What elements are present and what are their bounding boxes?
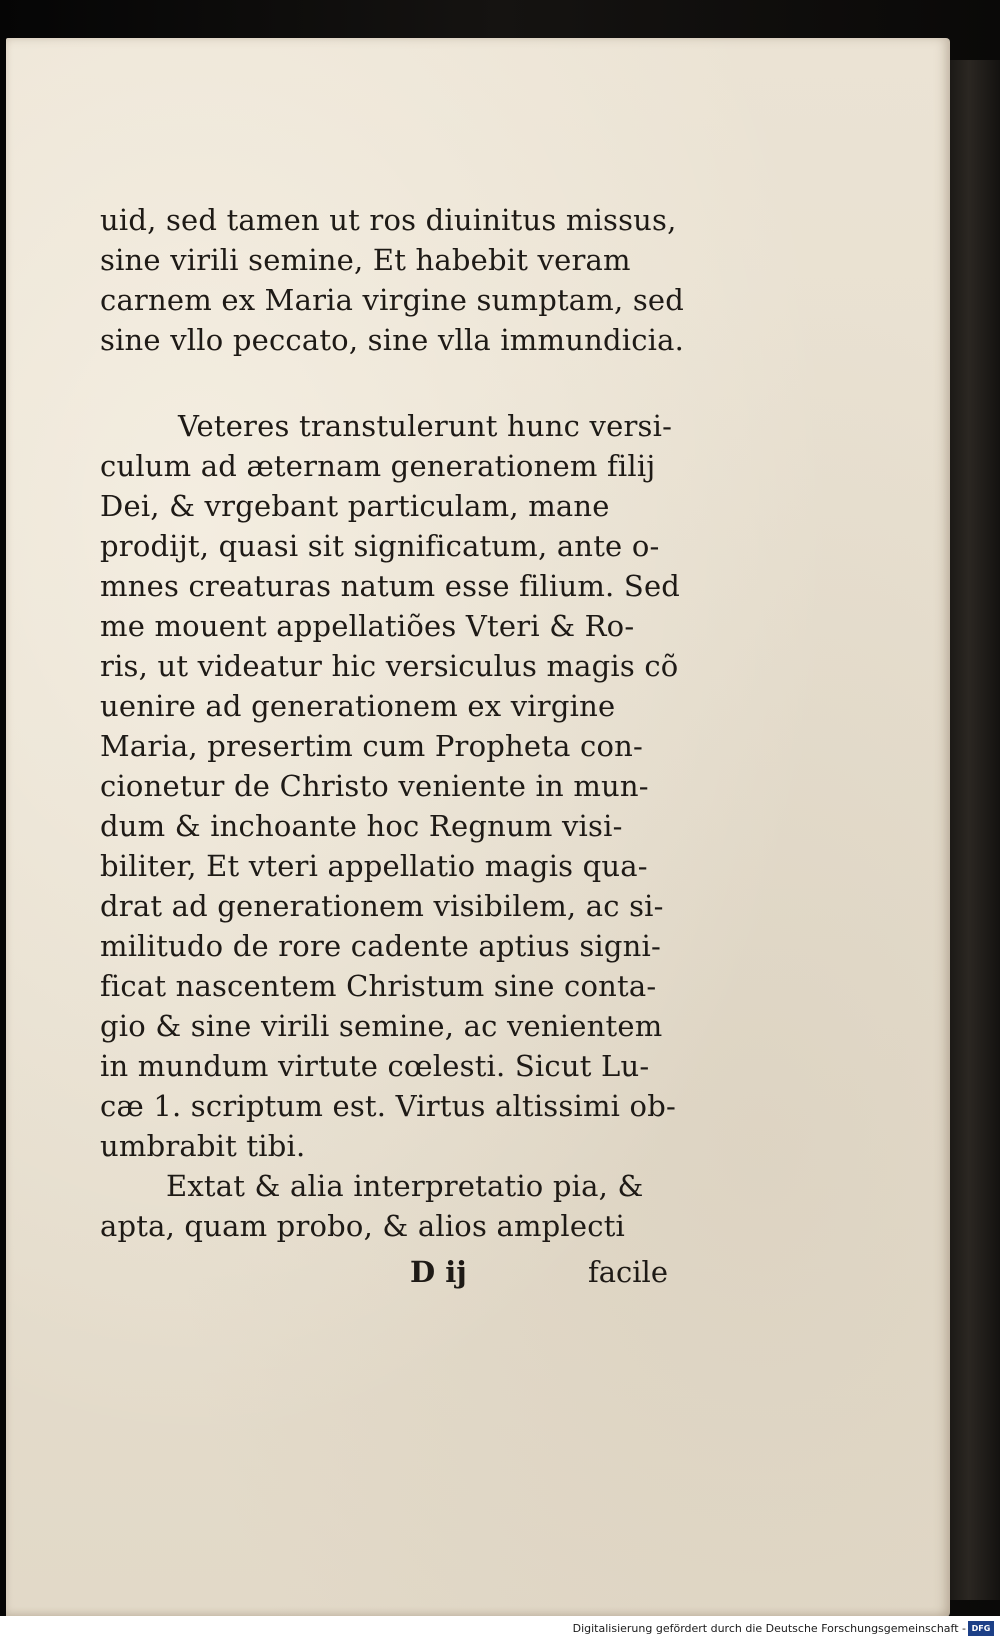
text-line: in mundum virtute cœlesti. Sicut Lu-	[100, 1049, 650, 1083]
text-line: sine virili semine, Et habebit veram	[100, 243, 631, 277]
book-edge	[948, 60, 1000, 1600]
text-line: me mouent appellatiões Vteri & Ro-	[100, 609, 635, 643]
text-line: Extat & alia interpretatio pia, &	[166, 1169, 644, 1203]
catchword: facile	[588, 1255, 668, 1289]
text-line: gio & sine virili semine, ac venientem	[100, 1009, 663, 1043]
text-line: drat ad generationem visibilem, ac si-	[100, 889, 664, 923]
page-text	[100, 200, 700, 1294]
text-line: apta, quam probo, & alios amplecti	[100, 1209, 626, 1243]
funding-credit: Digitalisierung gefördert durch die Deutsche Forschungsgemeinschaft -	[572, 1622, 966, 1635]
text-line: Veteres transtulerunt hunc versi-	[178, 409, 673, 443]
text-line: Dei, & vrgebant particulam, mane	[100, 489, 610, 523]
text-line: militudo de rore cadente aptius signi-	[100, 929, 662, 963]
text-line: prodijt, quasi sit significatum, ante o-	[100, 529, 660, 563]
signature-mark: D ij	[410, 1255, 467, 1289]
text-line: umbrabit tibi.	[100, 1129, 306, 1163]
book-page	[6, 38, 950, 1618]
dfg-logo-icon: DFG	[968, 1621, 994, 1636]
text-line: ficat nascentem Christum sine conta-	[100, 969, 657, 1003]
text-line: biliter, Et vteri appellatio magis qua-	[100, 849, 648, 883]
text-line: mnes creaturas natum esse filium. Sed	[100, 569, 681, 603]
digitization-footer	[0, 1616, 1000, 1643]
text-line: carnem ex Maria virgine sumptam, sed	[100, 283, 685, 317]
text-line: sine vllo peccato, sine vlla immundicia.	[100, 323, 685, 357]
text-line: Maria, presertim cum Propheta con-	[100, 729, 644, 763]
text-line: uenire ad generationem ex virgine	[100, 689, 616, 723]
text-line: uid, sed tamen ut ros diuinitus missus,	[100, 203, 677, 237]
text-line: cionetur de Christo veniente in mun-	[100, 769, 649, 803]
text-line: culum ad æternam generationem filij	[100, 449, 656, 483]
text-line: ris, ut videatur hic versiculus magis cõ	[100, 649, 679, 683]
page-foot	[100, 1250, 700, 1294]
text-line: cæ 1. scriptum est. Virtus altissimi ob-	[100, 1089, 676, 1123]
paragraph-gap	[100, 360, 700, 406]
text-line: dum & inchoante hoc Regnum visi-	[100, 809, 623, 843]
